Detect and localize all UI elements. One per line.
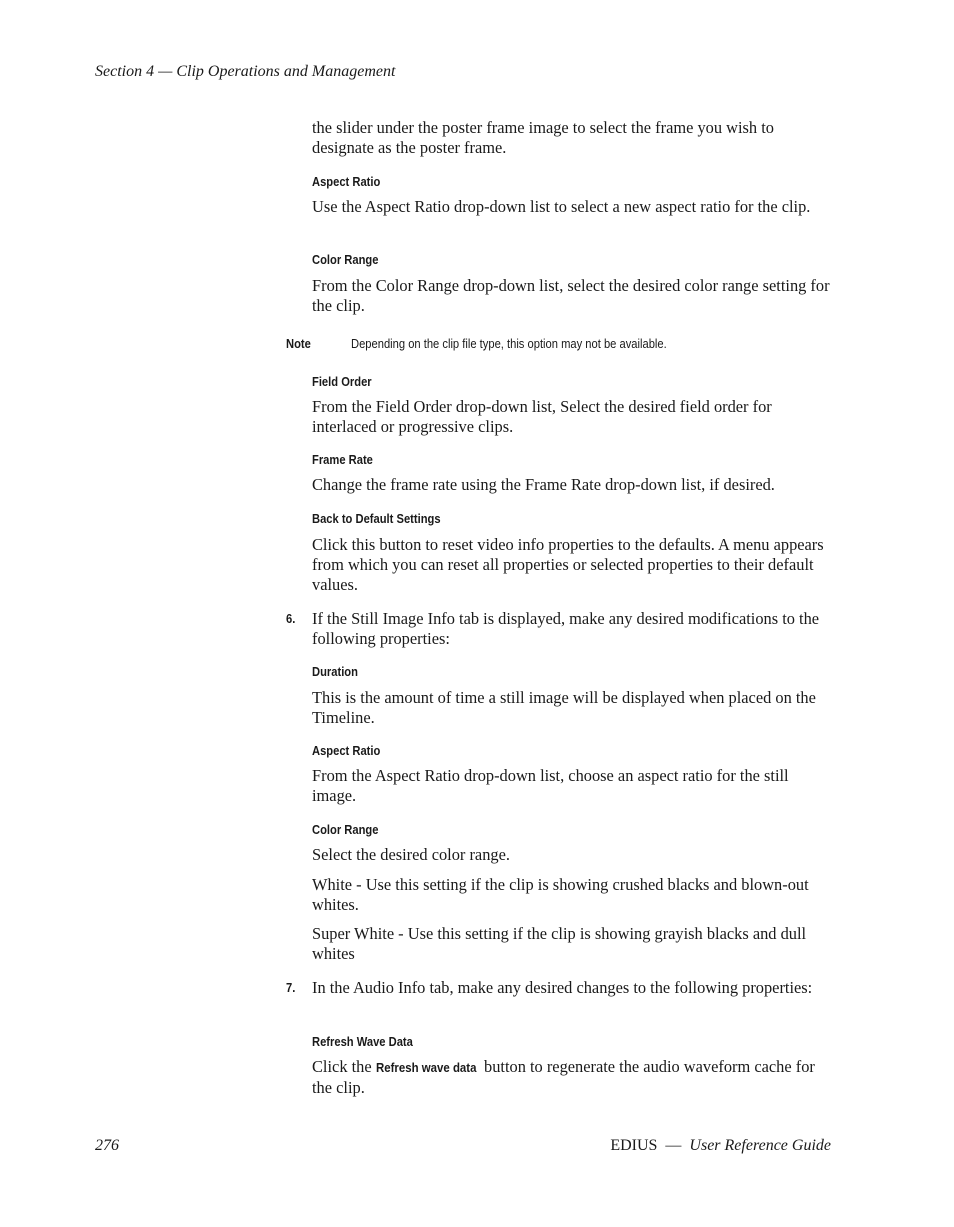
field-order-description: From the Field Order drop-down list, Select the desired field order for interlaced or progressive clips. <box>312 397 772 436</box>
heading-duration: Duration <box>312 664 358 679</box>
refresh-text-before: Click the <box>312 1057 376 1076</box>
footer-dash: — <box>665 1137 682 1154</box>
footer-product: EDIUS <box>610 1137 658 1154</box>
step-6-text: If the Still Image Info tab is displayed, make any desired modifications to the following properties: <box>312 609 820 648</box>
heading-aspect-ratio-still: Aspect Ratio <box>312 743 381 758</box>
note-text: Depending on the clip file type, this option may not be available. <box>351 336 667 351</box>
page-number: 276 <box>95 1137 119 1154</box>
step-number-7: 7. <box>286 980 296 995</box>
color-range-description: From the Color Range drop-down list, select the desired color range setting for the clip. <box>312 276 830 315</box>
heading-frame-rate: Frame Rate <box>312 452 373 467</box>
heading-color-range-still: Color Range <box>312 822 379 837</box>
refresh-wave-data-button-label: Refresh wave data <box>375 1060 477 1075</box>
heading-refresh-wave-data: Refresh Wave Data <box>312 1034 413 1049</box>
frame-rate-description: Change the frame rate using the Frame Rate drop-down list, if desired. <box>312 475 775 494</box>
heading-field-order: Field Order <box>312 374 372 389</box>
aspect-ratio-description: Use the Aspect Ratio drop-down list to select a new aspect ratio for the clip. <box>312 197 811 216</box>
step-7-text: In the Audio Info tab, make any desired changes to the following properties: <box>312 978 813 997</box>
white-option-description: White - Use this setting if the clip is showing crushed blacks and blown-out whites. <box>312 875 809 914</box>
heading-aspect-ratio: Aspect Ratio <box>312 174 381 189</box>
footer-guide-title: User Reference Guide <box>689 1137 831 1154</box>
note-label: Note <box>286 336 311 351</box>
intro-paragraph: the slider under the poster frame image to select the frame you wish to designate as the poster frame. <box>312 118 774 157</box>
heading-back-to-default: Back to Default Settings <box>312 511 441 526</box>
aspect-ratio-still-description: From the Aspect Ratio drop-down list, choose an aspect ratio for the still image. <box>312 766 789 805</box>
refresh-wave-description <box>312 1057 834 1098</box>
duration-description: This is the amount of time a still image will be displayed when placed on the Timeline. <box>312 688 816 727</box>
heading-color-range: Color Range <box>312 252 379 267</box>
refresh-text-after: button to regenerate the audio waveform cache for the clip. <box>312 1057 815 1097</box>
running-header: Section 4 — Clip Operations and Management <box>95 63 396 80</box>
super-white-option-description: Super White - Use this setting if the clip is showing grayish blacks and dull whites <box>312 924 807 963</box>
color-range-still-description: Select the desired color range. <box>312 845 510 864</box>
step-number-6: 6. <box>286 611 296 626</box>
back-to-default-description: Click this button to reset video info properties to the defaults. A menu appears from which you can reset all properties or selected properties to their default values. <box>312 535 824 594</box>
running-footer <box>610 1137 831 1155</box>
